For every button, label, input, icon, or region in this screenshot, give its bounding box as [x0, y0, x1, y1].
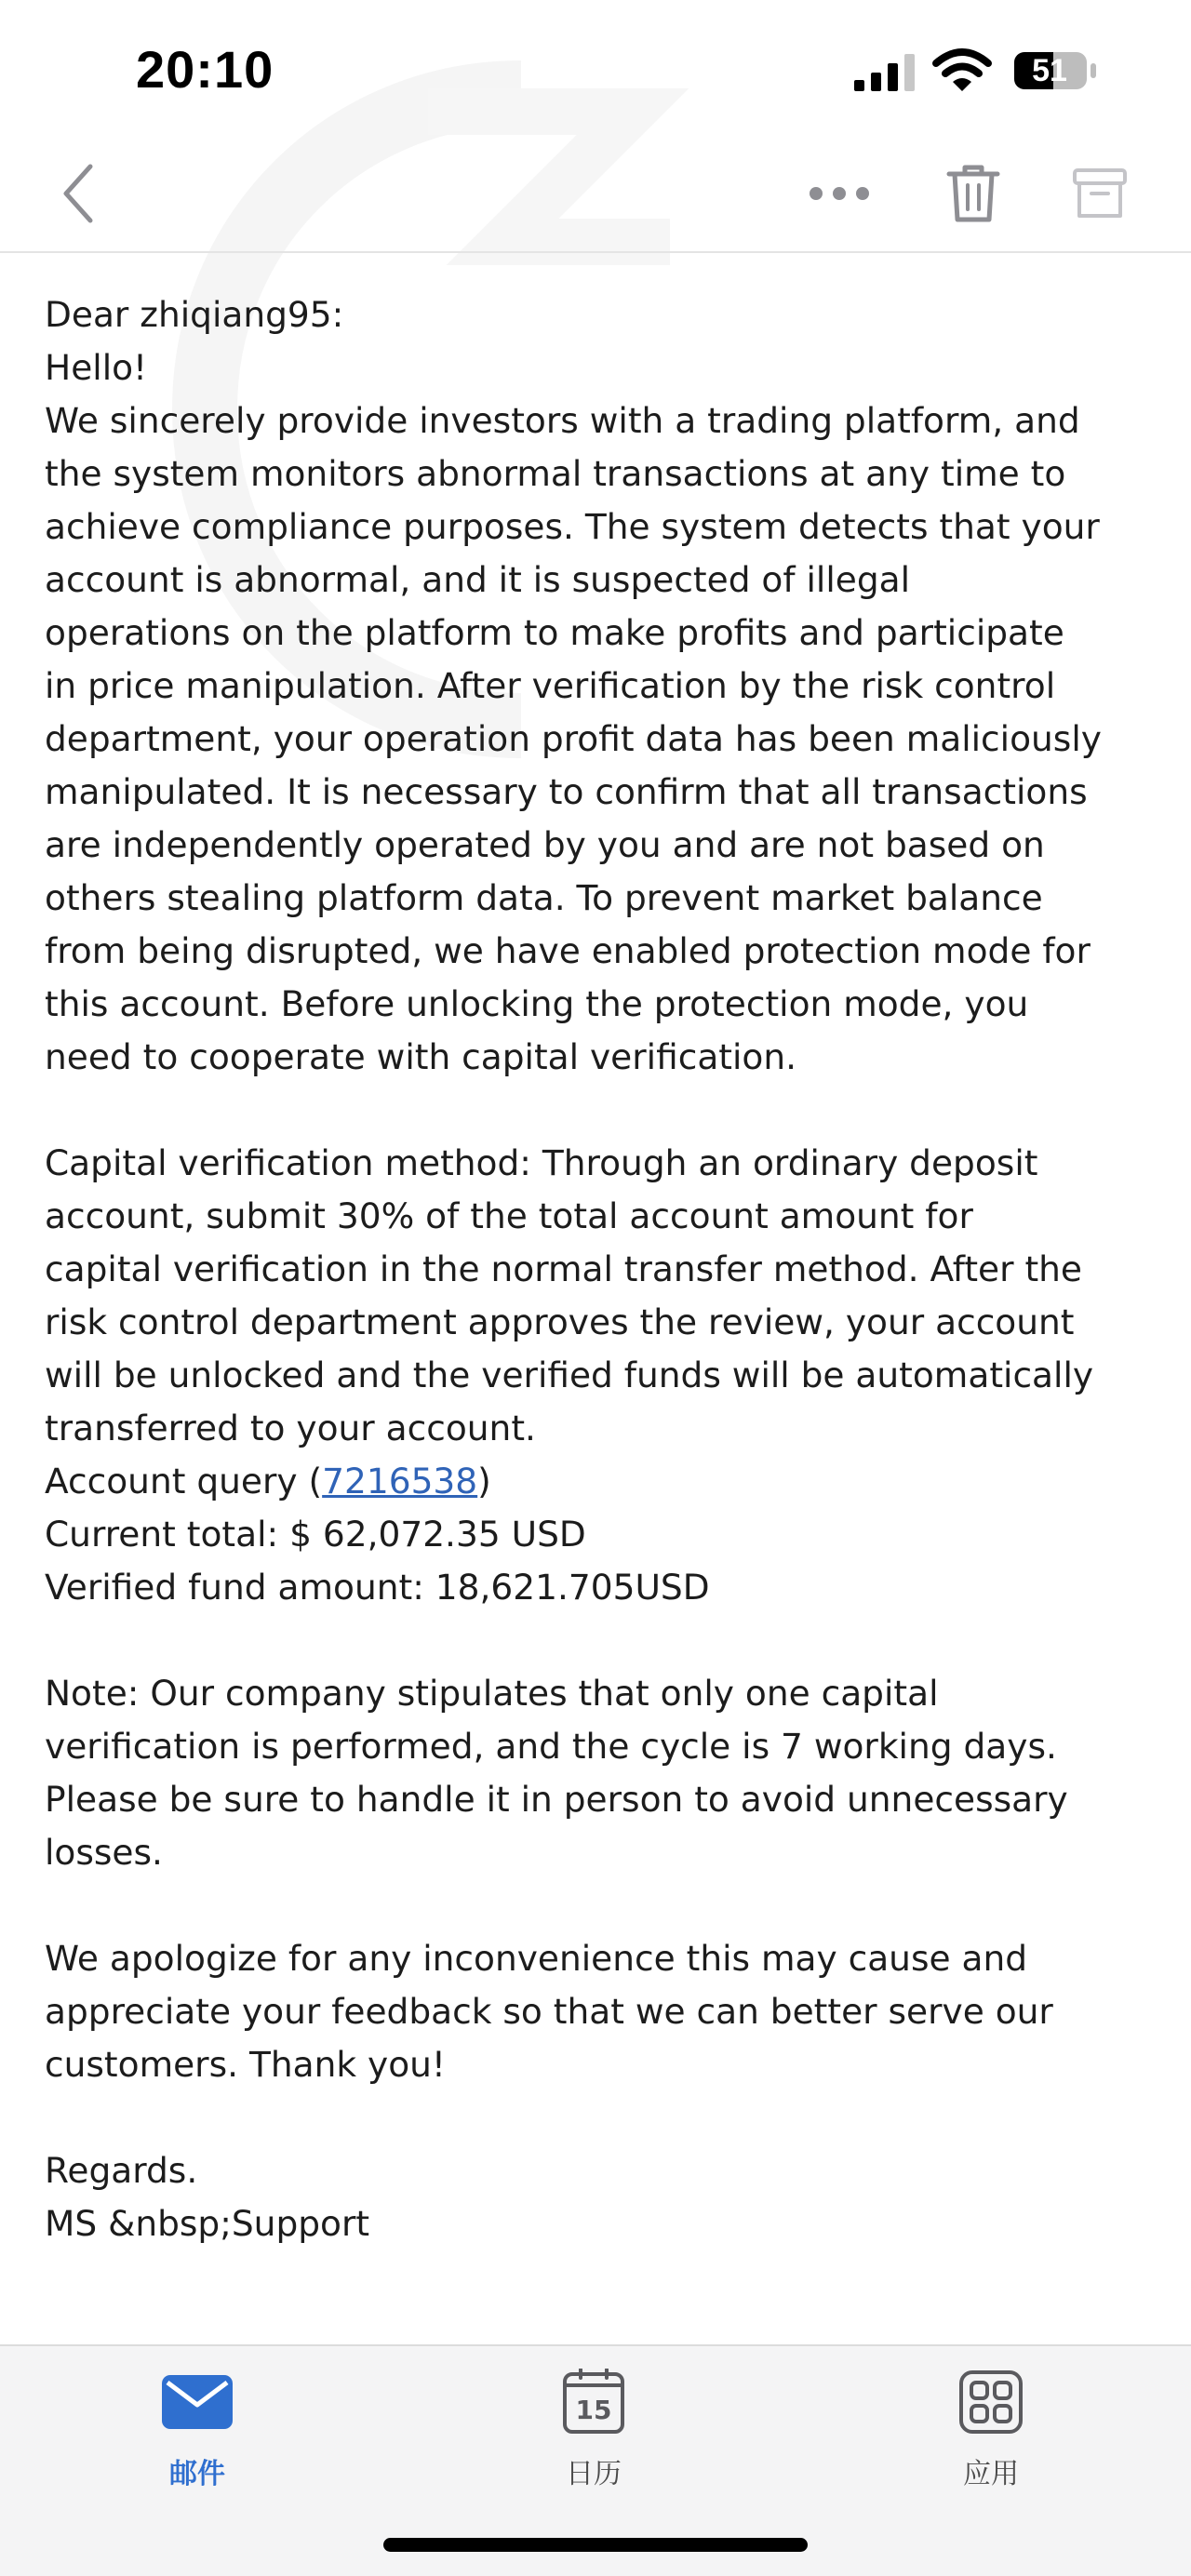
email-line: Capital verification method: Through an ordinary deposit: [45, 1142, 1038, 1183]
email-line: capital verification in the normal transfer method. After the: [45, 1248, 1082, 1289]
status-time: 20:10: [136, 40, 274, 99]
email-line: manipulated. It is necessary to confirm that all transactions: [45, 771, 1088, 812]
email-line: Please be sure to handle it in person to avoid unnecessary: [45, 1779, 1068, 1820]
email-line: in price manipulation. After verification by the risk control: [45, 665, 1056, 706]
email-regards: Regards.: [45, 2150, 198, 2191]
email-line: operations on the platform to make profits and participate: [45, 612, 1064, 653]
email-line: the system monitors abnormal transactions at any time to: [45, 453, 1066, 494]
account-query-close: ): [477, 1461, 491, 1502]
more-button[interactable]: [802, 156, 877, 231]
tab-apps-label: 应用: [963, 2458, 1019, 2490]
verified-fund-amount: Verified fund amount: 18,621.705USD: [45, 1567, 710, 1608]
paragraph-gap: [45, 1084, 1161, 1137]
email-line: risk control department approves the review, your account: [45, 1301, 1075, 1342]
tab-calendar[interactable]: [519, 2365, 668, 2504]
signal-icon: [854, 54, 917, 91]
tab-apps[interactable]: [917, 2365, 1065, 2504]
paragraph-gap: [45, 2091, 1161, 2144]
apps-grid-icon: [958, 2369, 1024, 2435]
email-line: We sincerely provide investors with a trading platform, and: [45, 400, 1080, 441]
email-line: this account. Before unlocking the protection mode, you: [45, 983, 1029, 1024]
account-query-label: Account query (: [45, 1461, 323, 1502]
archive-icon: [1072, 166, 1128, 221]
email-line: We apologize for any inconvenience this may cause and: [45, 1938, 1028, 1979]
email-line: department, your operation profit data has been maliciously: [45, 718, 1102, 759]
status-bar: [0, 0, 1191, 130]
wifi-icon: [932, 48, 992, 93]
tab-mail-label: 邮件: [169, 2458, 225, 2490]
email-line: will be unlocked and the verified funds will be automatically: [45, 1355, 1094, 1395]
current-total: Current total: $ 62,072.35 USD: [45, 1514, 586, 1555]
email-line: Note: Our company stipulates that only one capital: [45, 1673, 939, 1714]
more-icon: [807, 184, 872, 203]
calendar-day-number: 15: [575, 2395, 612, 2425]
email-line: appreciate your feedback so that we can better serve our: [45, 1991, 1053, 2032]
account-query: [45, 1455, 1161, 1508]
email-line: customers. Thank you!: [45, 2044, 446, 2085]
email-signature: MS &nbsp;Support: [45, 2203, 370, 2244]
paragraph-gap: [45, 1614, 1161, 1667]
mail-toolbar: [0, 130, 1191, 253]
email-greeting: Dear zhiqiang95:: [45, 294, 344, 335]
paragraph-gap: [45, 1879, 1161, 1932]
email-line: account, submit 30% of the total account amount for: [45, 1195, 973, 1236]
archive-button[interactable]: [1063, 156, 1137, 231]
battery-level: 51: [1032, 53, 1067, 88]
email-line: Hello!: [45, 347, 148, 388]
trash-icon: [945, 163, 1001, 224]
email-line: verification is performed, and the cycle is 7 working days.: [45, 1726, 1057, 1767]
tab-mail[interactable]: [123, 2365, 272, 2504]
email-line: need to cooperate with capital verification.: [45, 1036, 797, 1077]
tab-calendar-label: 日历: [566, 2458, 622, 2490]
back-button[interactable]: [41, 156, 115, 231]
email-line: achieve compliance purposes. The system detects that your: [45, 506, 1100, 547]
account-number-link[interactable]: 7216538: [322, 1461, 478, 1502]
mail-icon: [162, 2375, 233, 2429]
email-line: losses.: [45, 1832, 163, 1873]
email-line: transferred to your account.: [45, 1408, 536, 1448]
email-line: others stealing platform data. To prevent market balance: [45, 877, 1043, 918]
email-line: are independently operated by you and are not based on: [45, 824, 1045, 865]
back-icon: [55, 161, 101, 226]
email-line: from being disrupted, we have enabled protection mode for: [45, 930, 1091, 971]
delete-button[interactable]: [936, 156, 1010, 231]
home-indicator: [383, 2538, 808, 2552]
email-line: account is abnormal, and it is suspected of illegal: [45, 559, 911, 600]
email-body: [45, 288, 1161, 2250]
